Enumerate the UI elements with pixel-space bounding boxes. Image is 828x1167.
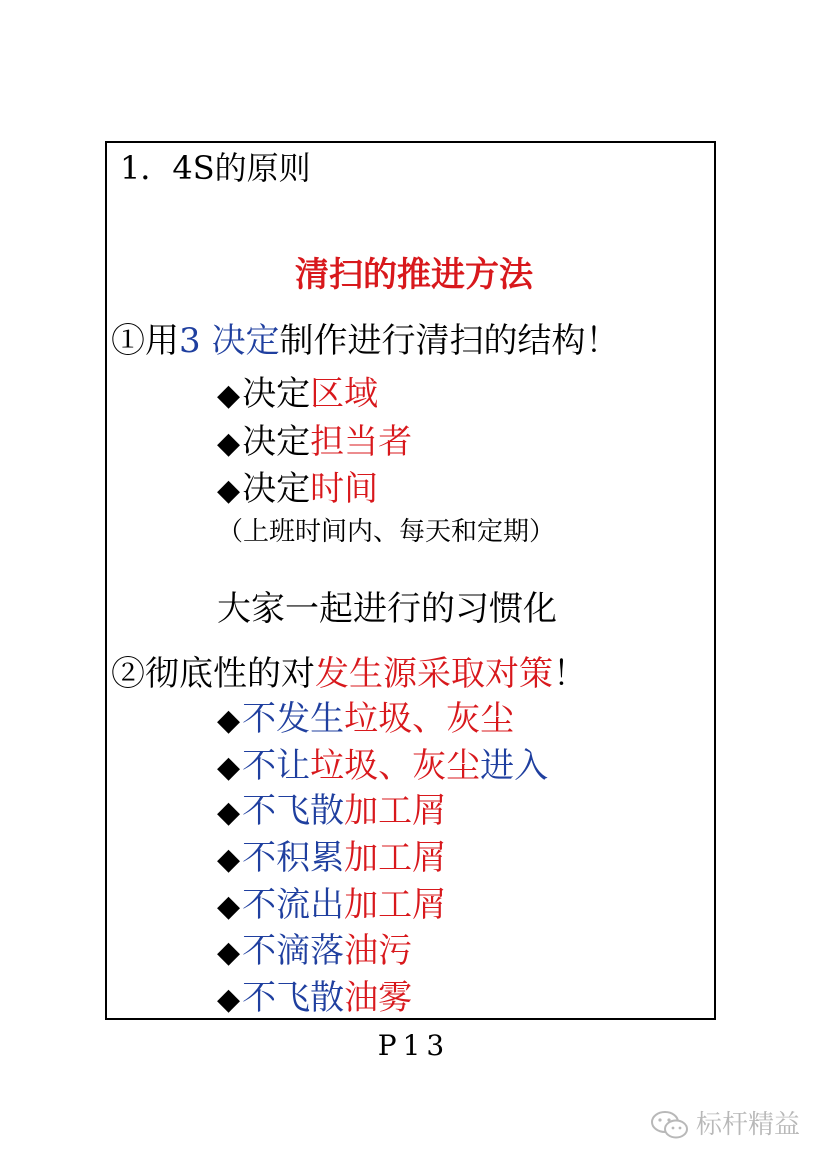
list-item <box>217 371 378 419</box>
diamond-bullet-icon: ◆ <box>217 889 241 924</box>
bullet-object: 油污 <box>344 931 413 971</box>
list-item <box>217 743 548 791</box>
section-heading: 1．4S的原则 <box>120 149 311 187</box>
diamond-bullet-icon: ◆ <box>217 378 241 413</box>
bullet-object: 区域 <box>310 374 379 414</box>
bullet-verb: 不发生 <box>242 699 345 739</box>
bullet-verb: 不飞散 <box>242 791 345 831</box>
bullet-verb: 不飞散 <box>242 978 345 1018</box>
schedule-note: （上班时间内、每天和定期） <box>217 517 556 547</box>
bullet-object: 担当者 <box>310 422 413 462</box>
bullet-suffix: 进入 <box>480 746 549 786</box>
habit-line: 大家一起进行的习惯化 <box>217 589 557 629</box>
list-item <box>217 419 412 467</box>
point-one <box>111 318 619 364</box>
page-number: P13 <box>377 1029 451 1062</box>
point-two <box>111 651 587 697</box>
diamond-bullet-icon: ◆ <box>217 842 241 877</box>
bullet-verb: 决定 <box>242 422 311 462</box>
slide-subtitle: 清扫的推进方法 <box>295 255 533 295</box>
diamond-bullet-icon: ◆ <box>217 426 241 461</box>
diamond-bullet-icon: ◆ <box>217 935 241 970</box>
list-item <box>217 928 412 976</box>
point-one-highlight: 3 决定 <box>179 321 280 361</box>
list-item <box>217 466 378 514</box>
list-item <box>217 788 446 836</box>
diamond-bullet-icon: ◆ <box>217 982 241 1017</box>
bullet-object: 加工屑 <box>344 838 447 878</box>
bullet-object: 垃圾、灰尘 <box>344 699 515 739</box>
bullet-verb: 不让 <box>242 746 311 786</box>
bullet-object: 油雾 <box>344 978 413 1018</box>
bullet-object: 时间 <box>310 469 379 509</box>
diamond-bullet-icon: ◆ <box>217 750 241 785</box>
bullet-verb: 决定 <box>242 469 311 509</box>
bullet-object: 垃圾、灰尘 <box>310 746 481 786</box>
bullet-object: 加工屑 <box>344 885 447 925</box>
list-item <box>217 835 446 883</box>
point-two-highlight: 发生源采取对策 <box>315 654 553 694</box>
bullet-object: 加工屑 <box>344 791 447 831</box>
list-item <box>217 975 412 1023</box>
watermark-text: 标杆精益 <box>696 1110 801 1140</box>
list-item <box>217 882 446 930</box>
point-two-rest: ！ <box>553 654 587 694</box>
bullet-verb: 不滴落 <box>242 931 345 971</box>
bullet-verb: 不流出 <box>242 885 345 925</box>
diamond-bullet-icon: ◆ <box>217 703 241 738</box>
point-one-rest: 制作进行清扫的结构！ <box>279 321 620 361</box>
diamond-bullet-icon: ◆ <box>217 795 241 830</box>
bullet-verb: 决定 <box>242 374 311 414</box>
bullet-verb: 不积累 <box>242 838 345 878</box>
list-item <box>217 696 514 744</box>
point-one-prefix: ①用 <box>111 321 179 361</box>
wechat-icon <box>650 1110 690 1140</box>
watermark <box>650 1108 800 1142</box>
point-two-prefix: ②彻底性的对 <box>111 654 315 694</box>
diamond-bullet-icon: ◆ <box>217 473 241 508</box>
